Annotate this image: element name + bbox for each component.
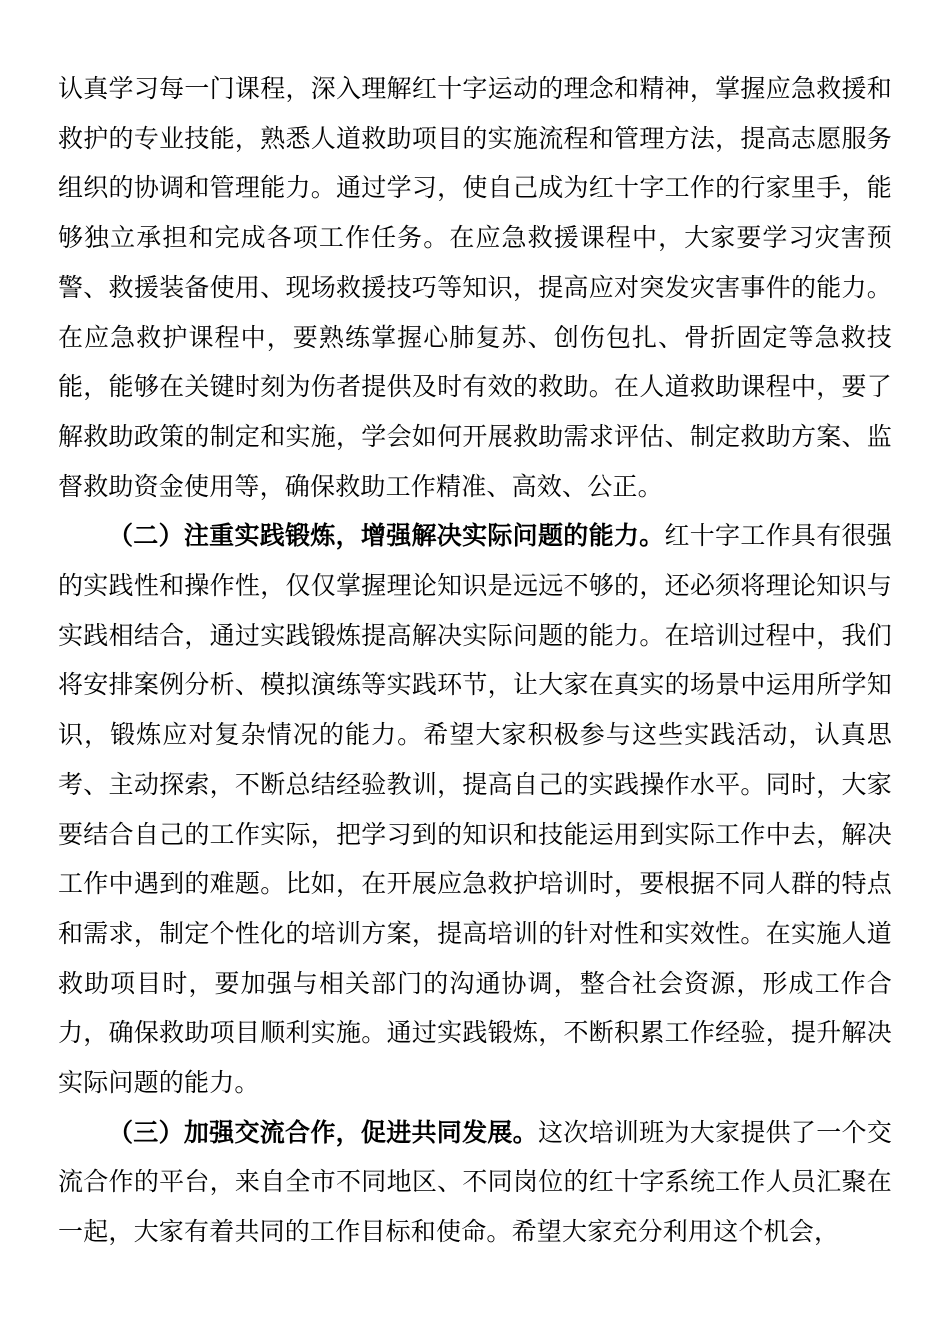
- paragraph-exchange-cooperation: [58, 1108, 892, 1257]
- paragraph-study-courses: [58, 64, 892, 511]
- paragraph-body: 这次培训班为大家提供了一个交流合作的平台，来自全市不同地区、不同岗位的红十字系统工作人员汇聚在一起，大家有着共同的工作目标和使命。希望大家充分利用这个机会，: [58, 1117, 892, 1247]
- document-page: [58, 64, 892, 1257]
- paragraph-body: 认真学习每一门课程，深入理解红十字运动的理念和精神，掌握应急救援和救护的专业技能，熟悉人道救助项目的实施流程和管理方法，提高志愿服务组织的协调和管理能力。通过学习，使自己成为红十字工作的行家里手，能够独立承担和完成各项工作任务。在应急救援课程中，大家要学习灾害预警、救援装备使用、现场救援技巧等知识，提高应对突发灾害事件的能力。在应急救护课程中，要熟练掌握心肺复苏、创伤包扎、骨折固定等急救技能，能够在关键时刻为伤者提供及时有效的救助。在人道救助课程中，要了解救助政策的制定和实施，学会如何开展救助需求评估、制定救助方案、监督救助资金使用等，确保救助工作精准、高效、公正。: [58, 74, 892, 501]
- section-heading-exchange: （三）加强交流合作，促进共同发展。: [108, 1117, 538, 1147]
- paragraph-body: 红十字工作具有很强的实践性和操作性，仅仅掌握理论知识是远远不够的，还必须将理论知识与实践相结合，通过实践锻炼提高解决实际问题的能力。在培训过程中，我们将安排案例分析、模拟演练等实践环节，让大家在真实的场景中运用所学知识，锻炼应对复杂情况的能力。希望大家积极参与这些实践活动，认真思考、主动探索，不断总结经验教训，提高自己的实践操作水平。同时，大家要结合自己的工作实际，把学习到的知识和技能运用到实际工作中去，解决工作中遇到的难题。比如，在开展应急救护培训时，要根据不同人群的特点和需求，制定个性化的培训方案，提高培训的针对性和实效性。在实施人道救助项目时，要加强与相关部门的沟通协调，整合社会资源，形成工作合力，确保救助项目顺利实施。通过实践锻炼，不断积累工作经验，提升解决实际问题的能力。: [58, 521, 892, 1098]
- paragraph-practice-training: [58, 511, 892, 1107]
- section-heading-practice: （二）注重实践锻炼，增强解决实际问题的能力。: [108, 521, 665, 551]
